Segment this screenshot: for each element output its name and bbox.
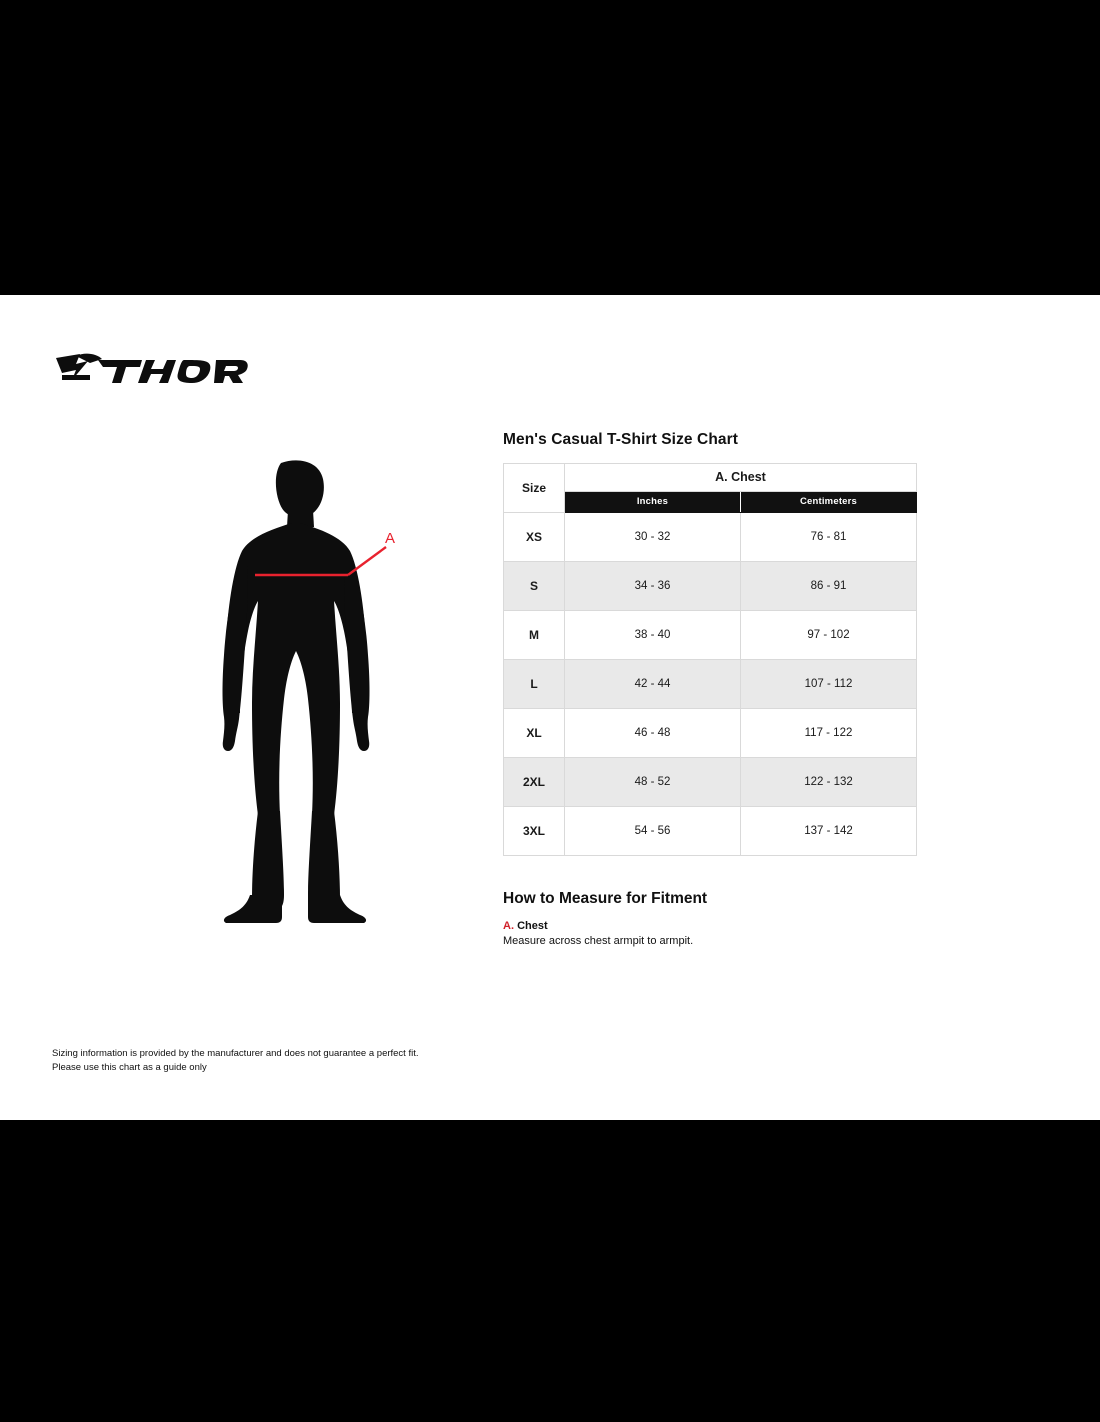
table-row xyxy=(504,758,917,807)
cell-size: L xyxy=(504,660,565,709)
header-centimeters: Centimeters xyxy=(741,491,917,512)
size-chart-section xyxy=(503,431,923,947)
cell-inches: 30 - 32 xyxy=(565,513,741,562)
header-size: Size xyxy=(504,464,565,513)
table-head xyxy=(504,464,917,513)
cell-centimeters: 137 - 142 xyxy=(741,807,917,856)
cell-centimeters: 122 - 132 xyxy=(741,758,917,807)
cell-size: 3XL xyxy=(504,807,565,856)
table-row xyxy=(504,513,917,562)
cell-centimeters: 97 - 102 xyxy=(741,611,917,660)
cell-inches: 48 - 52 xyxy=(565,758,741,807)
cell-inches: 46 - 48 xyxy=(565,709,741,758)
page-title: Men's Casual T-Shirt Size Chart xyxy=(503,431,739,448)
cell-size: 2XL xyxy=(504,758,565,807)
size-chart-table xyxy=(503,463,917,856)
table-header-row-group xyxy=(504,464,917,492)
table-row xyxy=(504,660,917,709)
cell-centimeters: 107 - 112 xyxy=(741,660,917,709)
disclaimer-line-2: Please use this chart as a guide only xyxy=(52,1061,207,1073)
cell-size: S xyxy=(504,562,565,611)
cell-inches: 42 - 44 xyxy=(565,660,741,709)
table-body xyxy=(504,513,917,856)
cell-centimeters: 76 - 81 xyxy=(741,513,917,562)
cell-centimeters: 117 - 122 xyxy=(741,709,917,758)
table-row xyxy=(504,562,917,611)
table-row xyxy=(504,807,917,856)
cell-centimeters: 86 - 91 xyxy=(741,562,917,611)
table-row xyxy=(504,709,917,758)
measure-name: Chest xyxy=(517,920,548,932)
cell-inches: 54 - 56 xyxy=(565,807,741,856)
cell-size: XS xyxy=(504,513,565,562)
measure-description: Measure across chest armpit to armpit. xyxy=(503,935,694,947)
figure-callout-label: A xyxy=(385,530,396,547)
thor-helmet-logo-icon xyxy=(50,350,250,400)
header-chest-group: A. Chest xyxy=(565,464,917,492)
cell-size: XL xyxy=(504,709,565,758)
measure-item-chest xyxy=(503,920,923,932)
disclaimer xyxy=(52,1047,472,1075)
table-row xyxy=(504,611,917,660)
body-figure-illustration xyxy=(180,455,460,955)
table-header-row-units xyxy=(504,491,917,512)
header-inches: Inches xyxy=(565,491,741,512)
size-chart-page xyxy=(0,295,1100,1120)
cell-inches: 38 - 40 xyxy=(565,611,741,660)
measure-key: A. xyxy=(503,920,514,932)
how-to-measure-title: How to Measure for Fitment xyxy=(503,890,708,907)
cell-size: M xyxy=(504,611,565,660)
disclaimer-line-1: Sizing information is provided by the manufacturer and does not guarantee a perfect fit. xyxy=(52,1048,419,1059)
cell-inches: 34 - 36 xyxy=(565,562,741,611)
